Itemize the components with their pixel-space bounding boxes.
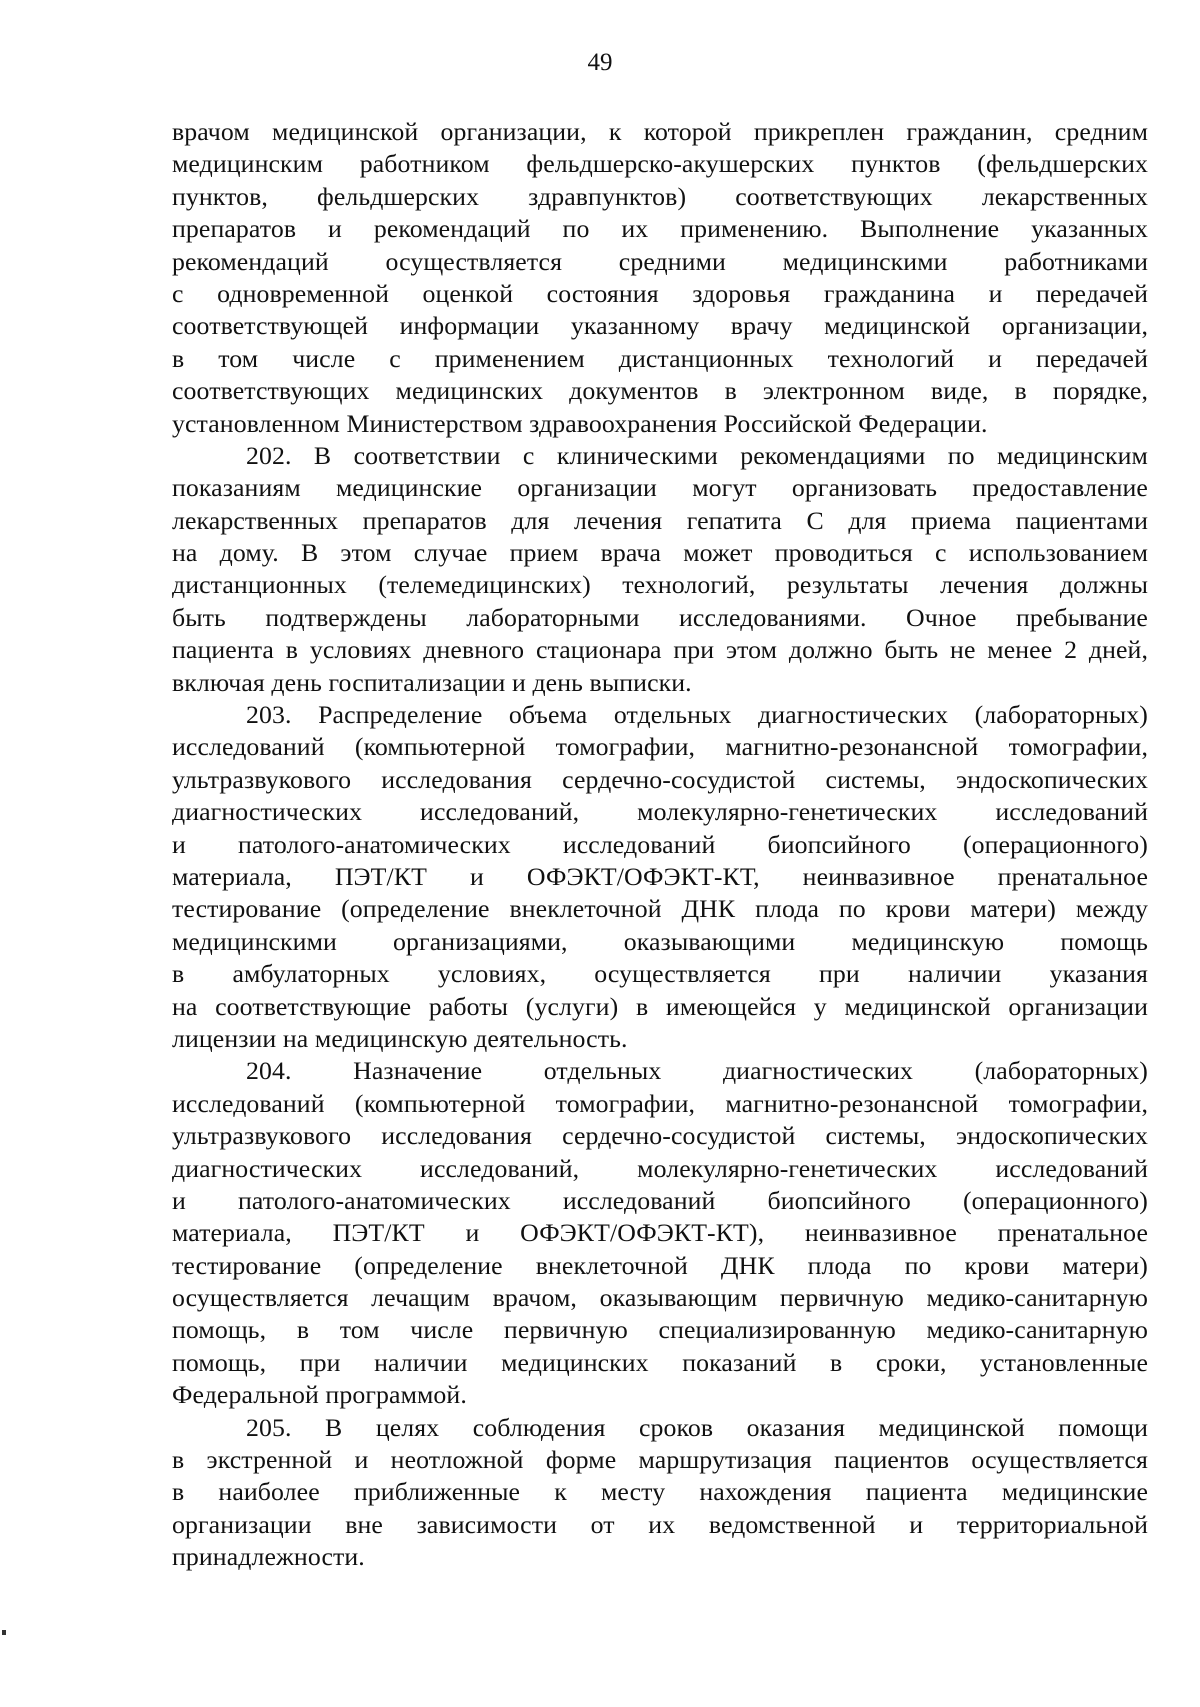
text-line: препаратов и рекомендаций по их применению. Выполнение указанных <box>172 214 1148 244</box>
text-line: Федеральной программой. <box>172 1380 467 1410</box>
text-line: в том числе с применением дистанционных технологий и передачей <box>172 343 1148 373</box>
text-line: лекарственных препаратов для лечения гепатита С для приема пациентами <box>172 505 1148 535</box>
text-line: рекомендаций осуществляется средними медицинскими работниками <box>172 246 1148 276</box>
text-line: в амбулаторных условиях, осуществляется при наличии указания <box>172 959 1148 989</box>
text-line: материала, ПЭТ/КТ и ОФЭКТ/ОФЭКТ-КТ, неинвазивное пренатальное <box>172 861 1148 891</box>
text-line: осуществляется лечащим врачом, оказывающим первичную медико-санитарную <box>172 1283 1148 1313</box>
text-line: показаниям медицинские организации могут организовать предоставление <box>172 473 1148 503</box>
text-line: исследований (компьютерной томографии, магнитно-резонансной томографии, <box>172 732 1148 762</box>
text-line: в наиболее приближенные к месту нахождения пациента медицинские <box>172 1477 1148 1507</box>
text-line: врачом медицинской организации, к которой прикреплен гражданин, средним <box>172 117 1148 146</box>
text-line: пунктов, фельдшерских здравпунктов) соответствующих лекарственных <box>172 181 1148 211</box>
text-line: медицинским работником фельдшерско-акушерских пунктов (фельдшерских <box>172 149 1148 179</box>
text-line: установленном Министерством здравоохранения Российской Федерации. <box>172 408 988 438</box>
text-line: лицензии на медицинскую деятельность. <box>172 1023 628 1053</box>
text-line: дистанционных (телемедицинских) технологий, результаты лечения должны <box>172 570 1148 600</box>
text-line: 205. В целях соблюдения сроков оказания медицинской помощи <box>246 1412 1148 1442</box>
text-line: быть подтверждены лабораторными исследованиями. Очное пребывание <box>172 602 1148 632</box>
text-line: на соответствующие работы (услуги) в имеющейся у медицинской организации <box>172 991 1148 1021</box>
text-line: тестирование (определение внеклеточной ДНК плода по крови матери) между <box>172 894 1148 924</box>
page-number: 49 <box>587 49 613 76</box>
text-line: помощь, в том числе первичную специализированную медико-санитарную <box>172 1315 1148 1345</box>
text-line: материала, ПЭТ/КТ и ОФЭКТ/ОФЭКТ-КТ), неинвазивное пренатальное <box>172 1218 1148 1248</box>
text-line: соответствующей информации указанному врачу медицинской организации, <box>172 311 1148 341</box>
scan-artifact-mark <box>2 1630 6 1635</box>
text-line: организации вне зависимости от их ведомственной и территориальной <box>172 1509 1148 1539</box>
text-line: ультразвукового исследования сердечно-сосудистой системы, эндоскопических <box>172 764 1148 794</box>
text-line: ультразвукового исследования сердечно-сосудистой системы, эндоскопических <box>172 1121 1148 1151</box>
text-line: помощь, при наличии медицинских показаний в сроки, установленные <box>172 1347 1148 1377</box>
text-line: медицинскими организациями, оказывающими медицинскую помощь <box>172 926 1148 956</box>
text-line: диагностических исследований, молекулярно-генетических исследований <box>172 1153 1148 1183</box>
text-line: 204. Назначение отдельных диагностических (лабораторных) <box>246 1056 1148 1086</box>
text-line: соответствующих медицинских документов в электронном виде, в порядке, <box>172 376 1148 406</box>
text-line: и патолого-анатомических исследований биопсийного (операционного) <box>172 829 1148 859</box>
text-line: диагностических исследований, молекулярно-генетических исследований <box>172 797 1148 827</box>
text-line: с одновременной оценкой состояния здоровья гражданина и передачей <box>172 278 1148 308</box>
text-line: 203. Распределение объема отдельных диагностических (лабораторных) <box>246 700 1148 730</box>
text-line: включая день госпитализации и день выписки. <box>172 667 692 697</box>
text-line: принадлежности. <box>172 1542 365 1572</box>
text-line: на дому. В этом случае прием врача может проводиться с использованием <box>172 538 1148 568</box>
text-line: и патолого-анатомических исследований биопсийного (операционного) <box>172 1185 1148 1215</box>
text-line: в экстренной и неотложной форме маршрутизация пациентов осуществляется <box>172 1445 1148 1475</box>
text-line: исследований (компьютерной томографии, магнитно-резонансной томографии, <box>172 1088 1148 1118</box>
text-line: пациента в условиях дневного стационара при этом должно быть не менее 2 дней, <box>172 635 1148 665</box>
text-line: 202. В соответствии с клиническими рекомендациями по медицинским <box>246 440 1148 470</box>
text-line: тестирование (определение внеклеточной ДНК плода по крови матери) <box>172 1250 1148 1280</box>
body-text <box>172 116 1148 1574</box>
